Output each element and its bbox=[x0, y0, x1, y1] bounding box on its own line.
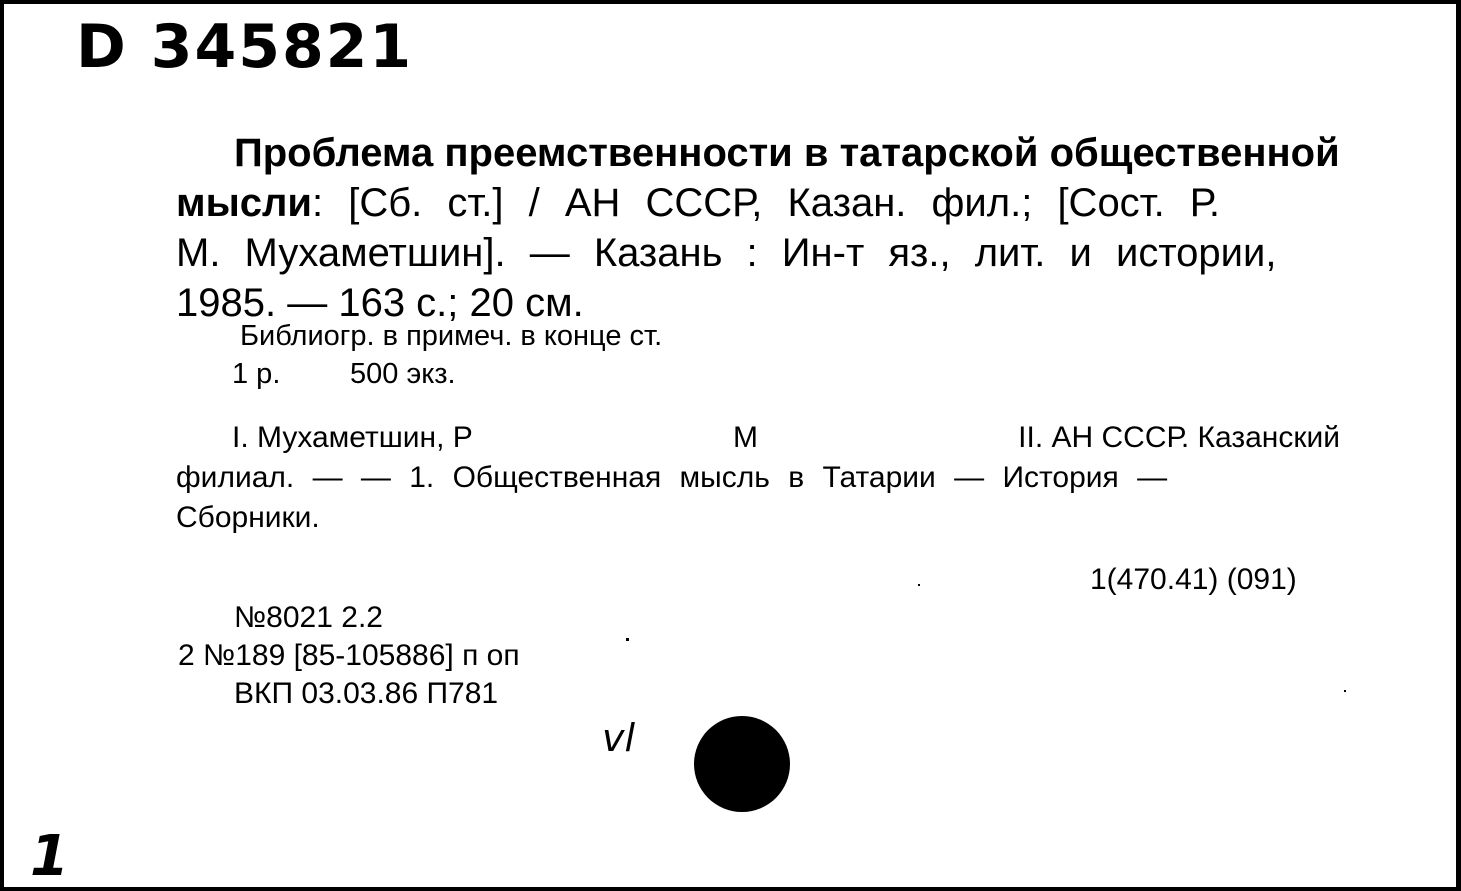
classification-index: 1(470.41) (091) bbox=[1090, 563, 1297, 596]
handwritten-mark: vl bbox=[602, 716, 636, 760]
heading-line bbox=[176, 498, 1340, 538]
price: 1 р. bbox=[232, 358, 281, 390]
ink-speck bbox=[626, 638, 629, 641]
title-segment: Проблема преемственности в татарской общественной bbox=[234, 131, 1340, 175]
title-line bbox=[176, 228, 1344, 278]
ink-speck bbox=[1344, 690, 1346, 692]
record-line: 2 №189 [85-105886] п оп bbox=[178, 639, 520, 672]
heading-author: I. Мухаметшин, Р bbox=[232, 421, 473, 454]
heading-line bbox=[176, 418, 1340, 458]
punched-hole-dot bbox=[694, 716, 790, 812]
bibliographic-description bbox=[176, 128, 1344, 328]
title-line bbox=[176, 128, 1344, 178]
accession-number: D 345821 bbox=[76, 12, 414, 82]
heading-organization: II. АН СССР. Казанский bbox=[1018, 421, 1340, 454]
ink-speck bbox=[918, 584, 920, 586]
subject-headings bbox=[176, 418, 1340, 538]
title-segment: 1985. — 163 с.; 20 см. bbox=[176, 281, 584, 325]
heading-subject: филиал. — — 1. Общественная мысль в Татарии — История — bbox=[176, 461, 1168, 494]
heading-subject-cont: Сборники. bbox=[176, 501, 320, 534]
title-segment: М. Мухаметшин]. — Казань : Ин-т яз., лит. и истории, bbox=[176, 231, 1277, 275]
copies: 500 экз. bbox=[350, 358, 456, 390]
heading-line bbox=[176, 458, 1340, 498]
record-line: №8021 2.2 bbox=[234, 601, 383, 634]
corner-number: 1 bbox=[30, 824, 69, 889]
title-line bbox=[176, 178, 1344, 228]
heading-initial: М bbox=[732, 421, 758, 454]
title-segment: мысли bbox=[176, 181, 312, 225]
title-segment: : [Сб. ст.] / АН СССР, Казан. фил.; [Сост. Р. bbox=[312, 181, 1221, 225]
record-line: ВКП 03.03.86 П781 bbox=[234, 677, 499, 710]
bibliography-note: Библиогр. в примеч. в конце ст. bbox=[240, 320, 663, 352]
